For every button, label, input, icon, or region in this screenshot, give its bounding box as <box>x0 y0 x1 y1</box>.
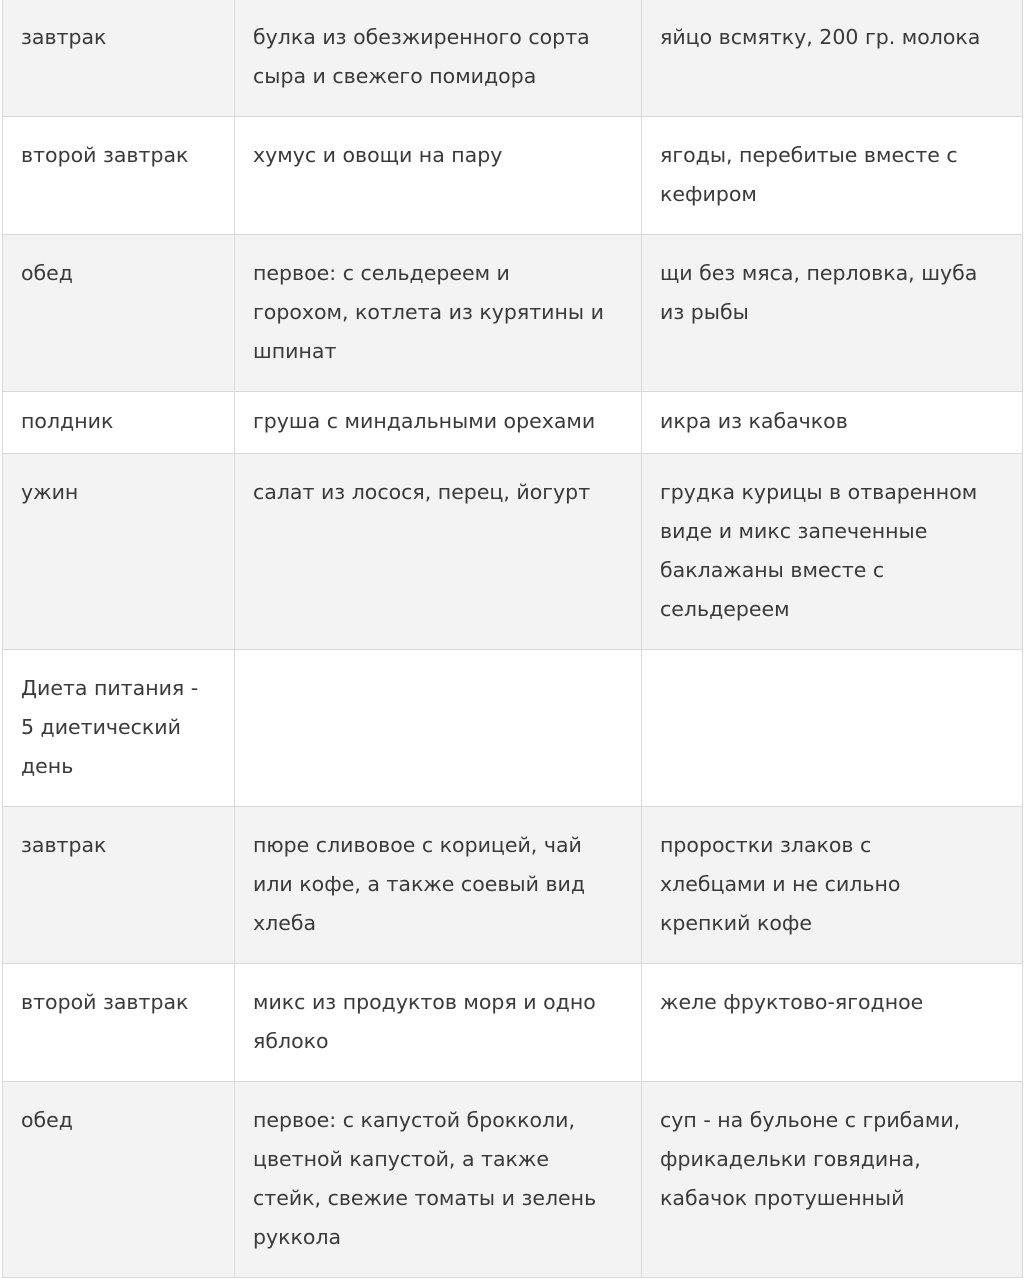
empty-cell <box>642 650 1023 807</box>
meal-cell: ужин <box>3 454 235 650</box>
option-1-cell: хумус и овощи на пару <box>235 117 642 235</box>
option-1-cell: салат из лосося, перец, йогурт <box>235 454 642 650</box>
meal-cell: второй завтрак <box>3 117 235 235</box>
option-1-cell: булка из обезжиренного сорта сыра и свежего помидора <box>235 0 642 117</box>
table-row <box>3 807 1023 964</box>
table-row <box>3 964 1023 1082</box>
table-row <box>3 0 1023 117</box>
diet-menu-table <box>2 0 1023 1278</box>
meal-cell: второй завтрак <box>3 964 235 1082</box>
meal-cell: завтрак <box>3 0 235 117</box>
section-heading-cell: Диета питания - 5 диетический день <box>3 650 235 807</box>
option-2-cell: ягоды, перебитые вместе с кефиром <box>642 117 1023 235</box>
table-row <box>3 454 1023 650</box>
table-row <box>3 235 1023 392</box>
option-2-cell: проростки злаков с хлебцами и не сильно крепкий кофе <box>642 807 1023 964</box>
meal-cell: завтрак <box>3 807 235 964</box>
option-2-cell: суп - на бульоне с грибами, фрикадельки говядина, кабачок протушенный <box>642 1082 1023 1278</box>
option-2-cell: икра из кабачков <box>642 392 1023 454</box>
table-row <box>3 117 1023 235</box>
meal-cell: обед <box>3 1082 235 1278</box>
option-1-cell: пюре сливовое с корицей, чай или кофе, а также соевый вид хлеба <box>235 807 642 964</box>
option-1-cell: первое: с капустой брокколи, цветной капустой, а также стейк, свежие томаты и зелень руккола <box>235 1082 642 1278</box>
option-1-cell: микс из продуктов моря и одно яблоко <box>235 964 642 1082</box>
option-1-cell: груша с миндальными орехами <box>235 392 642 454</box>
option-2-cell: щи без мяса, перловка, шуба из рыбы <box>642 235 1023 392</box>
table-row <box>3 392 1023 454</box>
empty-cell <box>235 650 642 807</box>
option-2-cell: желе фруктово-ягодное <box>642 964 1023 1082</box>
table-row <box>3 650 1023 807</box>
option-2-cell: яйцо всмятку, 200 гр. молока <box>642 0 1023 117</box>
option-1-cell: первое: с сельдереем и горохом, котлета из курятины и шпинат <box>235 235 642 392</box>
meal-cell: обед <box>3 235 235 392</box>
meal-cell: полдник <box>3 392 235 454</box>
table-row <box>3 1082 1023 1278</box>
option-2-cell: грудка курицы в отваренном виде и микс запеченные баклажаны вместе с сельдереем <box>642 454 1023 650</box>
